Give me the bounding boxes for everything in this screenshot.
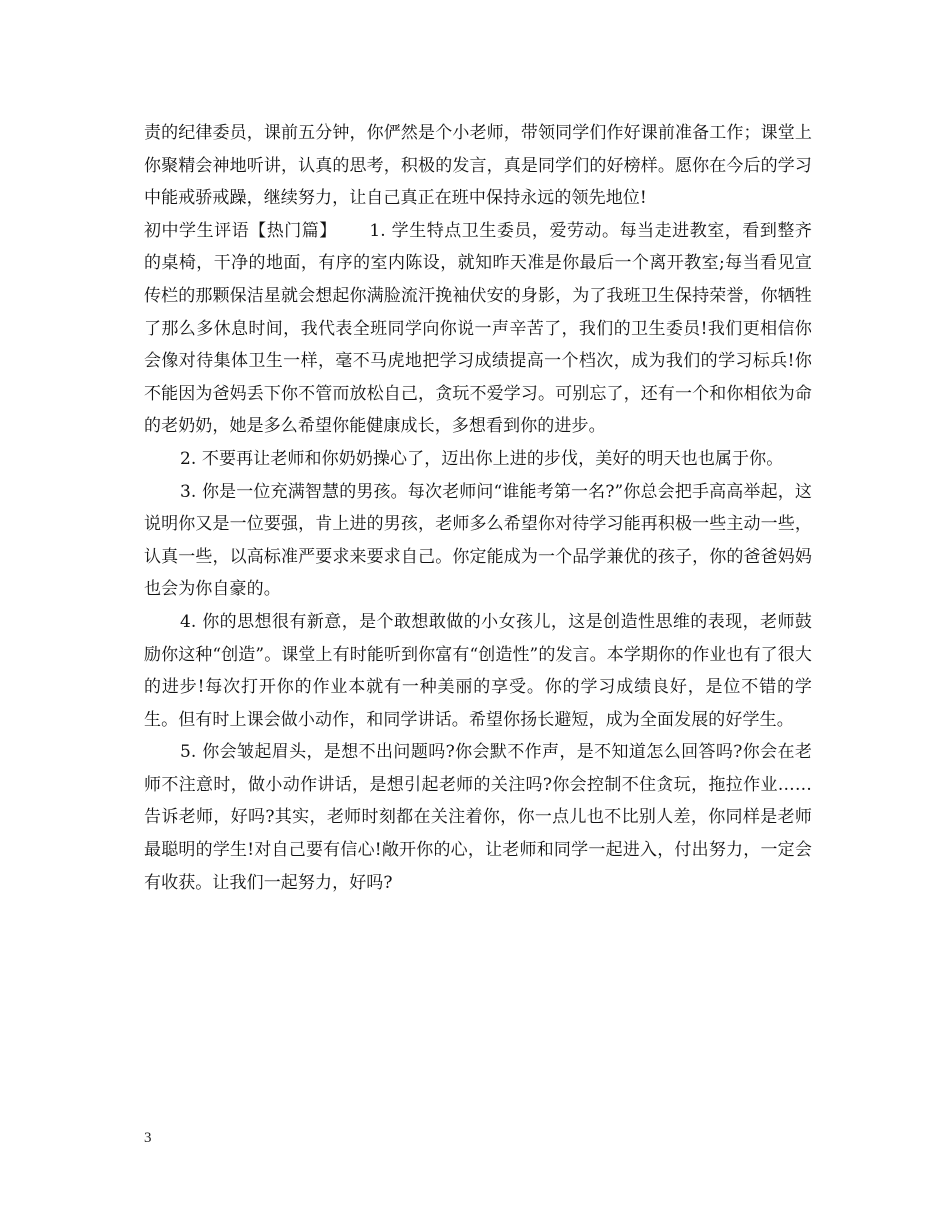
paragraph-item-4: 4. 你的思想很有新意，是个敢想敢做的小女孩儿，这是创造性思维的表现，老师鼓励你这种“创造”。课堂上有时能听到你富有“创造性”的发言。本学期你的作业也有了很大的进步!每次打开你的作业本就有一种美丽的享受。你的学习成绩良好，是位不错的学生。但有时上课会做小动作，和同学讲话。希望你扬长避短，成为全面发展的好学生。 (144, 611, 812, 730)
document-body (144, 117, 812, 899)
paragraph-item-2: 2. 不要再让老师和你奶奶操心了，迈出你上进的步伐，美好的明天也也属于你。 (180, 448, 784, 469)
paragraph-item-3: 3. 你是一位充满智慧的男孩。每次老师问“谁能考第一名?”你总会把手高高举起，这说明你又是一位要强，肯上进的男孩，老师多么希望你对待学习能再积极一些主动一些，认真一些，以高标准严要求来要求自己。你定能成为一个品学兼优的孩子，你的爸爸妈妈也会为你自豪的。 (144, 481, 812, 600)
paragraph-section-heading-item-1: 初中学生评语【热门篇】 1. 学生特点卫生委员，爱劳动。每当走进教室，看到整齐的桌椅，干净的地面，有序的室内陈设，就知昨天准是你最后一个离开教室;每当看见宣传栏的那颗保洁星就会想起你满脸流汗挽袖伏安的身影，为了我班卫生保持荣誉，你牺牲了那么多休息时间，我代表全班同学向你说一声辛苦了，我们的卫生委员!我们更相信你会像对待集体卫生一样，毫不马虎地把学习成绩提高一个档次，成为我们的学习标兵!你不能因为爸妈丢下你不管而放松自己，贪玩不爱学习。可别忘了，还有一个和你相依为命的老奶奶，她是多么希望你能健康成长，多想看到你的进步。 (144, 220, 812, 437)
paragraph-continuation: 责的纪律委员，课前五分钟，你俨然是个小老师，带领同学们作好课前准备工作；课堂上你聚精会神地听讲，认真的思考，积极的发言，真是同学们的好榜样。愿你在今后的学习中能戒骄戒躁，继续努力，让自己真正在班中保持永远的领先地位! (144, 123, 812, 209)
page-number: 3 (144, 1130, 152, 1146)
paragraph-item-5: 5. 你会皱起眉头，是想不出问题吗?你会默不作声，是不知道怎么回答吗?你会在老师不注意时，做小动作讲话，是想引起老师的关注吗?你会控制不住贪玩，拖拉作业……告诉老师，好吗?其实，老师时刻都在关注着你，你一点儿也不比别人差，你同样是老师最聪明的学生!对自己要有信心!敞开你的心，让老师和同学一起进入，付出努力，一定会有收获。让我们一起努力，好吗? (144, 742, 812, 893)
